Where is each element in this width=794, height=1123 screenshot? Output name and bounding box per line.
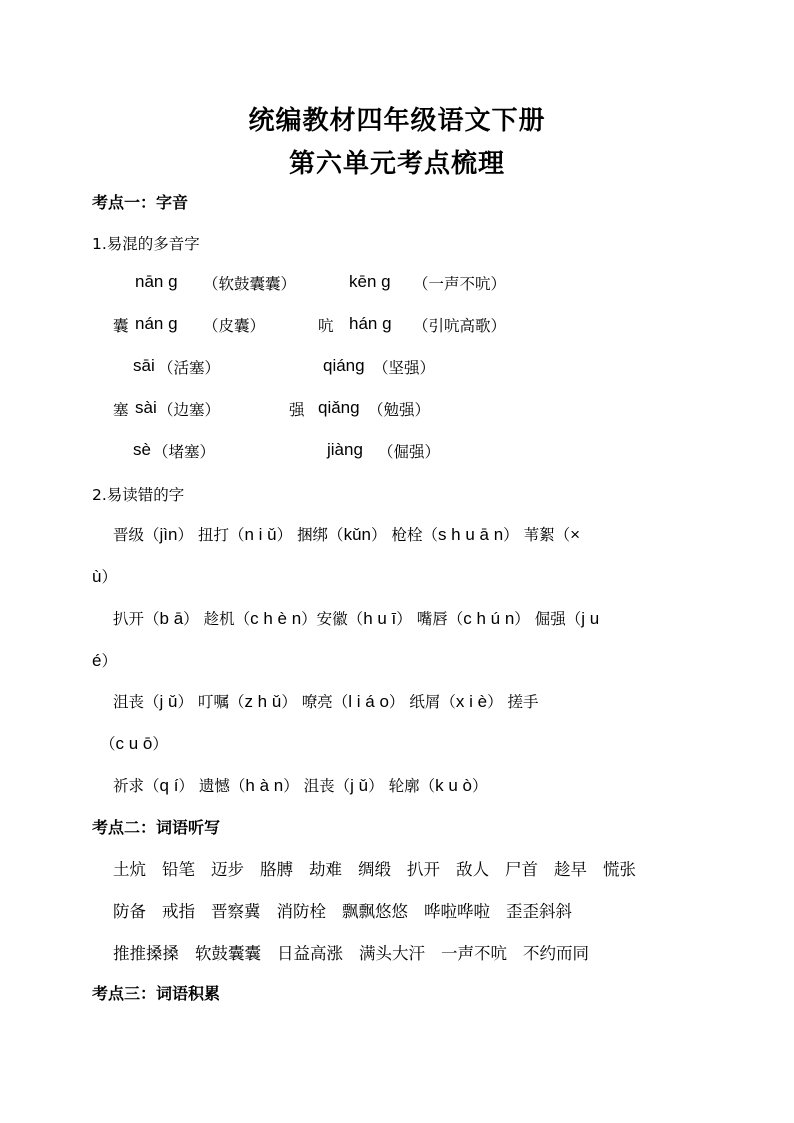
word: ）安徽（ (301, 610, 364, 628)
bracket: ） (177, 526, 193, 544)
pinyin: c h è n (250, 609, 302, 628)
document-title: 统编教材四年级语文下册 (248, 106, 546, 136)
pinyin: j u (581, 609, 600, 628)
word: 劫难 (309, 860, 342, 879)
pinyin: sāi (133, 356, 155, 375)
word: 扒开 (407, 860, 440, 879)
bracket: ） (177, 693, 193, 711)
example-word: （倔强） (378, 443, 441, 461)
bracket: ） (281, 693, 297, 711)
polyphone-row (113, 356, 713, 380)
word: 晋察冀 (211, 902, 261, 921)
pinyin: j ǔ (350, 776, 369, 795)
pinyin: b ā (159, 609, 184, 628)
misread-line (113, 774, 487, 796)
dictation-row (113, 940, 605, 964)
word: 慌张 (603, 860, 636, 879)
misread-line (100, 732, 168, 754)
word: 绸缎 (358, 860, 391, 879)
example-word: （边塞） (158, 401, 221, 419)
word: 胳膊 (260, 860, 293, 879)
word: 趁早 (554, 860, 587, 879)
bracket: ） (276, 526, 293, 544)
pinyin: c u ō (115, 734, 153, 753)
bracket: ） (388, 693, 405, 711)
pinyin: nān g (135, 272, 178, 291)
word: 趁机（ (203, 610, 251, 628)
pinyin: jìn (159, 525, 178, 544)
word: 枪栓（ (391, 526, 438, 544)
pinyin: h u ī (363, 609, 397, 628)
bracket: ） (396, 610, 412, 628)
word: 倔强（ (534, 610, 582, 628)
word: 扭打（ (197, 526, 245, 544)
word: 嘴唇（ (416, 610, 464, 628)
word: 搓手 (507, 693, 539, 711)
word: 敌人 (456, 860, 489, 879)
misread-line (113, 523, 580, 545)
polyphone-char: 吭 (318, 317, 334, 335)
word: 晋级（ (113, 526, 160, 544)
bracket: ） (101, 568, 117, 586)
pinyin: k u ò (435, 776, 472, 795)
bracket: ） (503, 526, 519, 544)
word: 沮丧（ (113, 693, 160, 711)
word: 迈步 (211, 860, 244, 879)
word: 捆绑（ (297, 526, 344, 544)
word: 消防栓 (276, 902, 326, 921)
word: 日益高涨 (277, 944, 343, 963)
pinyin: é (92, 651, 102, 670)
word: 不约而同 (523, 944, 589, 963)
polyphone-row (113, 398, 713, 422)
pinyin: n i ǔ (244, 525, 277, 544)
pinyin: h à n (245, 776, 284, 795)
pinyin: kēn g (349, 272, 391, 291)
subsection-polyphones: 1.易混的多音字 (92, 235, 200, 253)
example-word: （一声不吭） (413, 275, 507, 293)
polyphone-row (113, 440, 713, 464)
pinyin: qiáng (323, 356, 365, 375)
example-word: （活塞） (158, 359, 221, 377)
polyphone-row (113, 272, 713, 296)
example-word: （皮囊） (203, 317, 266, 335)
bracket: ） (487, 693, 503, 711)
polyphone-char: 塞 (113, 401, 129, 419)
word: 尸首 (505, 860, 538, 879)
bracket: ） (471, 777, 488, 795)
section-heading-pronunciation: 考点一：字音 (92, 193, 189, 212)
word: 推推搡搡 (113, 944, 179, 963)
example-word: （引吭高歌） (413, 317, 507, 335)
pinyin: × (570, 525, 581, 544)
word: 沮丧（ (303, 777, 351, 795)
bracket: ） (178, 777, 194, 795)
pinyin: ù (92, 567, 102, 586)
pinyin: s h u ā n (437, 525, 504, 544)
dictation-row (113, 856, 636, 880)
document-subtitle: 第六单元考点梳理 (288, 149, 505, 179)
word: 土炕 (113, 860, 146, 879)
pinyin: sè (133, 440, 151, 459)
word: 祈求（ (113, 777, 160, 795)
example-word: （软鼓囊囊） (203, 275, 297, 293)
polyphone-char: 强 (289, 401, 305, 419)
misread-line (113, 607, 599, 629)
bracket: ） (368, 777, 384, 795)
pinyin: q í (159, 776, 179, 795)
pinyin: nán g (135, 314, 178, 333)
word: 满头大汗 (359, 944, 425, 963)
bracket: ） (514, 610, 530, 628)
bracket: ） (152, 735, 168, 753)
pinyin: j ǔ (159, 692, 178, 711)
polyphone-char: 囊 (113, 317, 129, 335)
bracket: （ (100, 735, 116, 753)
section-heading-vocabulary: 考点三：词语积累 (92, 984, 221, 1003)
word: 歪歪斜斜 (506, 902, 572, 921)
bracket: ） (370, 526, 387, 544)
word: 防备 (113, 902, 146, 921)
pinyin: sài (135, 398, 157, 417)
word: 纸屑（ (409, 693, 456, 711)
polyphone-row (113, 314, 713, 338)
example-word: （坚强） (373, 359, 436, 377)
word: 戒指 (162, 902, 195, 921)
misread-line (92, 565, 117, 587)
example-word: （堵塞） (153, 443, 216, 461)
word: 软鼓囊囊 (195, 944, 261, 963)
bracket: ） (183, 610, 199, 628)
bracket: ） (101, 652, 117, 670)
misread-line (113, 690, 539, 712)
pinyin: c h ú n (463, 609, 515, 628)
section-heading-dictation: 考点二：词语听写 (92, 818, 221, 837)
example-word: （勉强） (368, 401, 431, 419)
bracket: ） (283, 777, 299, 795)
pinyin: qiǎng (318, 398, 360, 417)
word: 嘹亮（ (301, 693, 349, 711)
word: 扒开（ (113, 610, 160, 628)
word: 苇絮（ (523, 526, 571, 544)
subsection-misread-chars: 2.易读错的字 (92, 486, 185, 504)
misread-line (92, 649, 117, 671)
word: 铅笔 (162, 860, 195, 879)
word: 飘飘悠悠 (342, 902, 408, 921)
word: 叮嘱（ (197, 693, 245, 711)
pinyin: jiàng (327, 440, 363, 459)
word: 遗憾（ (198, 777, 246, 795)
word: 哗啦哗啦 (424, 902, 490, 921)
word: 轮廓（ (388, 777, 436, 795)
pinyin: kǔn (343, 525, 371, 544)
dictation-row (113, 898, 588, 922)
pinyin: l i á o (348, 692, 389, 711)
word: 一声不吭 (441, 944, 507, 963)
pinyin: z h ǔ (244, 692, 282, 711)
pinyin: hán g (349, 314, 392, 333)
pinyin: x i è (455, 692, 488, 711)
